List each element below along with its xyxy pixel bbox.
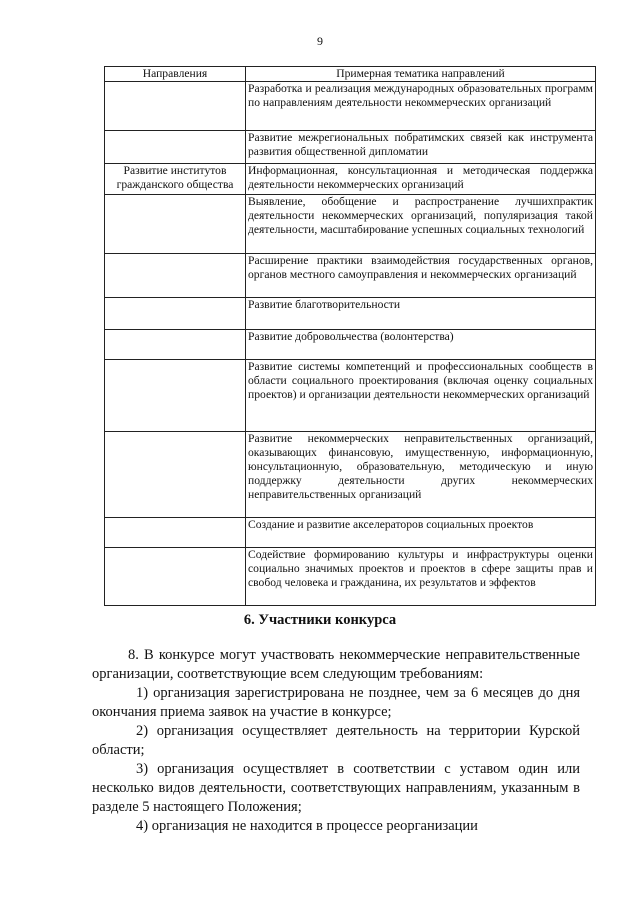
table-row [105,298,596,330]
table-row [105,330,596,360]
topics-table [104,66,596,606]
paragraph-8: 8. В конкурсе могут участвовать некоммерческие неправительственные организации, соответствующие всем следующим требованиям: [92,647,580,682]
paragraph-item-4: 4) организация не находится в процессе реорганизации [136,818,478,834]
topic-cell: Развитие добровольчества (волонтерства) [246,330,596,360]
direction-cell [105,330,246,360]
topic-cell: Развитие системы компетенций и профессиональных сообществ в области социального проектирования (включая оценку социальных проектов) и организации деятельности некоммерческих организаций [246,360,596,432]
table-row [105,131,596,164]
direction-cell [105,82,246,131]
table-row [105,195,596,254]
direction-cell [105,254,246,298]
table-row [105,164,596,195]
paragraph-item-1: 1) организация зарегистрирована не позднее, чем за 6 месяцев до дня окончания приема заявок на участие в конкурсе; [92,685,580,720]
direction-cell: Развитие институтов гражданского общества [105,164,246,195]
topic-cell: Содействие формированию культуры и инфраструктуры оценки социально значимых проектов и проектов в сфере защиты прав и свобод человека и гражданина, их результатов и эффектов [246,548,596,606]
direction-cell [105,548,246,606]
direction-cell [105,432,246,518]
topic-cell: Выявление, обобщение и распространение лучшихпрактик деятельности некоммерческих организаций, популяризация такой деятельности, масштабирование успешных социальных технологий [246,195,596,254]
table-row [105,432,596,518]
table-header-row [105,67,596,82]
topic-cell: Развитие благотворительности [246,298,596,330]
table-row [105,254,596,298]
table-row [105,548,596,606]
topic-cell: Развитие некоммерческих неправительственных организаций, оказывающих финансовую, имущественную, информационную, юнсультационную, образовательную, методическую и иную поддержку деятельности других некоммерческих неправительственных организаций [246,432,596,518]
paragraph-item-3: 3) организация осуществляет в соответствии с уставом один или несколько видов деятельности, соответствующих направлениям, указанным в разделе 5 настоящего Положения; [92,761,580,815]
topic-cell: Развитие межрегиональных побратимских связей как инструмента развития общественной дипломатии [246,131,596,164]
topic-cell: Разработка и реализация международных образовательных программ по направлениям деятельности некоммерческих организаций [246,82,596,131]
direction-cell [105,298,246,330]
body-text [92,646,580,836]
direction-cell [105,360,246,432]
header-topics: Примерная тематика направлений [246,67,596,82]
header-directions: Направления [105,67,246,82]
table-row [105,518,596,548]
section-title: 6. Участники конкурса [243,612,397,628]
direction-cell [105,195,246,254]
paragraph-item-2: 2) организация осуществляет деятельность на территории Курской области; [92,723,580,758]
page-number: 9 [317,34,323,48]
topic-cell: Расширение практики взаимодействия государственных органов, органов местного самоуправления и некоммерческих организаций [246,254,596,298]
direction-cell [105,131,246,164]
table-row [105,82,596,131]
topic-cell: Информационная, консультационная и методическая поддержка деятельности некоммерческих организаций [246,164,596,195]
table-row [105,360,596,432]
topic-cell: Создание и развитие акселераторов социальных проектов [246,518,596,548]
direction-cell [105,518,246,548]
